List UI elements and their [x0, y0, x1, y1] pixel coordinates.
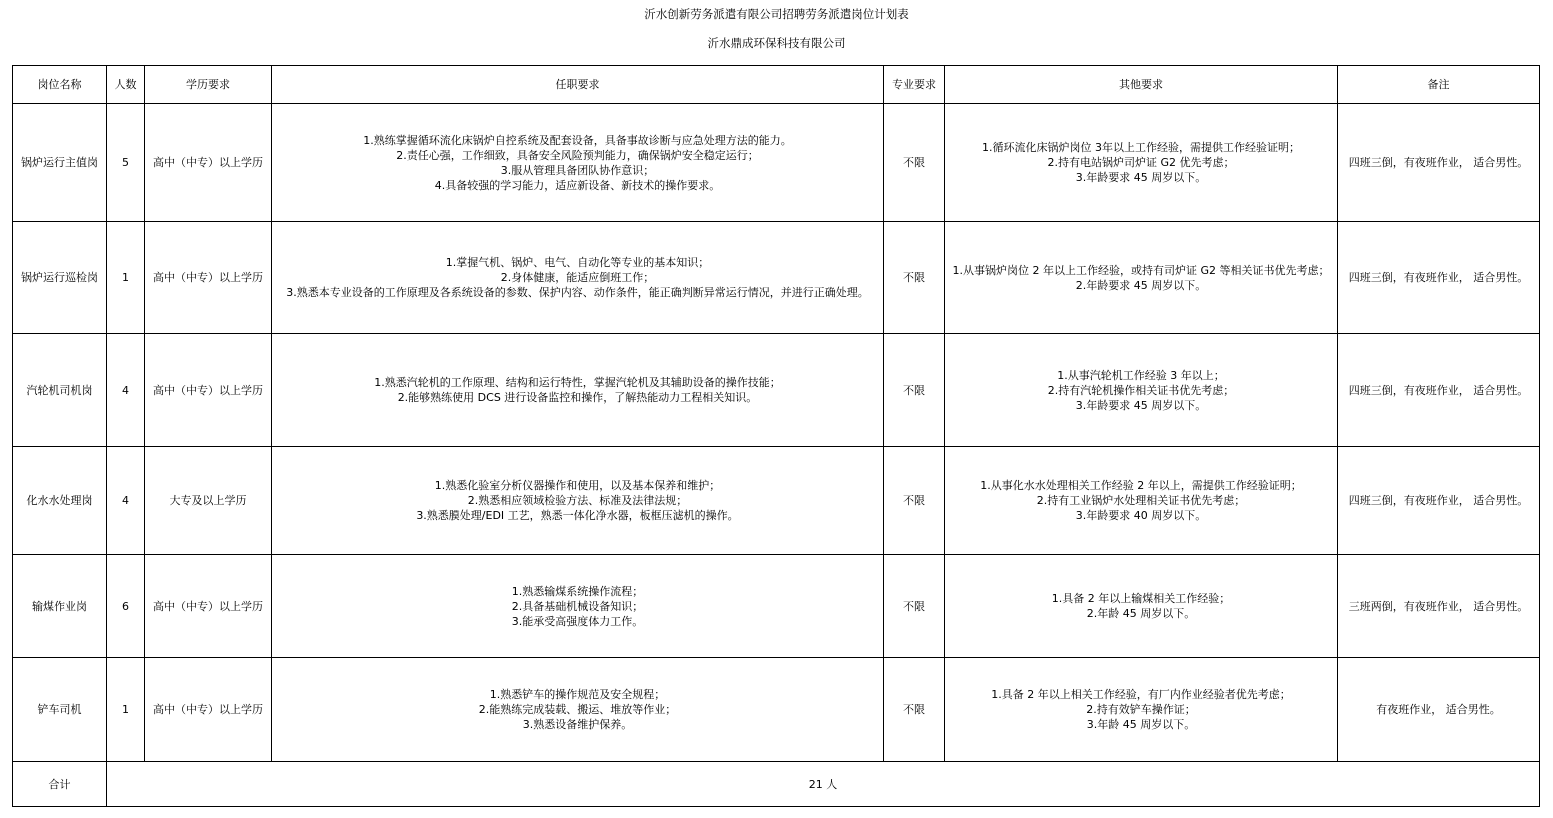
page-title: 沂水创新劳务派遣有限公司招聘劳务派遣岗位计划表 [644, 7, 909, 21]
remark-cell: 三班两倒，有夜班作业， 适合男性。 [1338, 555, 1540, 658]
position-cell: 锅炉运行主值岗 [13, 104, 107, 222]
remark-cell: 四班三倒，有夜班作业， 适合男性。 [1338, 334, 1540, 447]
header-other: 其他要求 [945, 66, 1338, 104]
other-cell [945, 334, 1338, 447]
other-cell [945, 555, 1338, 658]
other-line: 1.具备 2 年以上相关工作经验，有厂内作业经验者优先考虑； [991, 688, 1291, 701]
table-row [13, 104, 1540, 222]
duty-line: 3.能承受高强度体力工作。 [511, 614, 644, 628]
major-cell: 不限 [884, 658, 945, 762]
count-cell: 4 [107, 334, 145, 447]
count-cell: 6 [107, 555, 145, 658]
other-cell [945, 222, 1338, 334]
education-cell: 高中（中专）以上学历 [145, 222, 272, 334]
remark-cell: 四班三倒，有夜班作业， 适合男性。 [1338, 104, 1540, 222]
recruitment-plan-table [12, 65, 1540, 807]
duty-line: 2.责任心强，工作细致，具备安全风险预判能力，确保锅炉安全稳定运行； [396, 148, 759, 162]
table-row [13, 555, 1540, 658]
other-line: 1.从事锅炉岗位 2 年以上工作经验，或持有司炉证 G2 等相关证书优先考虑； [952, 263, 1330, 277]
other-line: 2.持有汽轮机操作相关证书优先考虑； [1047, 383, 1235, 397]
other-line: 2.持有工业锅炉水处理相关证书优先考虑； [1036, 494, 1246, 507]
duty-line: 3.服从管理具备团队协作意识； [500, 163, 655, 177]
major-cell: 不限 [884, 334, 945, 447]
duties-cell [272, 658, 884, 762]
header-duties: 任职要求 [272, 66, 884, 104]
header-position: 岗位名称 [13, 66, 107, 104]
other-line: 1.循环流化床锅炉岗位 3年以上工作经验，需提供工作经验证明； [982, 141, 1300, 154]
other-line: 2.年龄 45 周岁以下。 [1086, 607, 1196, 620]
education-cell: 高中（中专）以上学历 [145, 658, 272, 762]
duty-line: 1.熟悉输煤系统操作流程； [511, 584, 644, 598]
total-label: 合计 [13, 762, 107, 807]
major-cell: 不限 [884, 555, 945, 658]
header-count: 人数 [107, 66, 145, 104]
duty-line: 1.熟练掌握循环流化床锅炉自控系统及配套设备，具备事故诊断与应急处理方法的能力。 [363, 133, 792, 147]
duty-line: 2.能熟练完成装载、搬运、堆放等作业； [478, 703, 677, 716]
other-line: 2.年龄要求 45 周岁以下。 [1075, 278, 1207, 292]
other-line: 3.年龄 45 周岁以下。 [1086, 718, 1196, 731]
duty-line: 3.熟悉膜处理/EDI 工艺，熟悉一体化净水器，板框压滤机的操作。 [416, 509, 739, 522]
header-remark: 备注 [1338, 66, 1540, 104]
count-cell: 4 [107, 447, 145, 555]
other-line: 3.年龄要求 40 周岁以下。 [1075, 509, 1207, 522]
position-cell: 输煤作业岗 [13, 555, 107, 658]
education-cell: 高中（中专）以上学历 [145, 334, 272, 447]
position-cell: 化水水处理岗 [13, 447, 107, 555]
remark-cell: 有夜班作业， 适合男性。 [1338, 658, 1540, 762]
other-cell [945, 658, 1338, 762]
count-cell: 5 [107, 104, 145, 222]
other-cell [945, 104, 1338, 222]
other-line: 2.持有电站锅炉司炉证 G2 优先考虑； [1047, 156, 1235, 169]
count-cell: 1 [107, 658, 145, 762]
education-cell: 高中（中专）以上学历 [145, 555, 272, 658]
duty-line: 2.熟悉相应领域检验方法、标准及法律法规； [467, 494, 688, 507]
position-cell: 锅炉运行巡检岗 [13, 222, 107, 334]
duty-line: 3.熟悉本专业设备的工作原理及各系统设备的参数、保护内容、动作条件，能正确判断异常运行情况，并进行正确处理。 [286, 286, 869, 299]
duties-cell [272, 447, 884, 555]
other-line: 2.持有效铲车操作证； [1086, 703, 1196, 716]
other-line: 1.具备 2 年以上输煤相关工作经验； [1051, 592, 1231, 605]
total-row [13, 762, 1540, 807]
duty-line: 1.掌握气机、锅炉、电气、自动化等专业的基本知识； [445, 256, 710, 269]
duty-line: 3.熟悉设备维护保养。 [522, 718, 633, 731]
major-cell: 不限 [884, 222, 945, 334]
duty-line: 4.具备较强的学习能力，适应新设备、新技术的操作要求。 [434, 178, 721, 192]
duty-line: 1.熟悉铲车的操作规范及安全规程； [489, 688, 666, 701]
duty-line: 2.身体健康，能适应倒班工作； [500, 271, 655, 284]
header-major: 专业要求 [884, 66, 945, 104]
duties-cell [272, 555, 884, 658]
education-cell: 大专及以上学历 [145, 447, 272, 555]
table-row [13, 222, 1540, 334]
duty-line: 2.具备基础机械设备知识； [511, 599, 644, 613]
duty-line: 1.熟悉化验室分析仪器操作和使用，以及基本保养和维护； [434, 479, 721, 492]
other-line: 3.年龄要求 45 周岁以下。 [1075, 398, 1207, 412]
table-row [13, 447, 1540, 555]
major-cell: 不限 [884, 104, 945, 222]
education-cell: 高中（中专）以上学历 [145, 104, 272, 222]
total-value: 21 人 [107, 762, 1540, 807]
other-line: 1.从事汽轮机工作经验 3 年以上； [1057, 368, 1225, 382]
count-cell: 1 [107, 222, 145, 334]
other-cell [945, 447, 1338, 555]
duties-cell [272, 334, 884, 447]
table-row [13, 334, 1540, 447]
table-row [13, 658, 1540, 762]
duty-line: 1.熟悉汽轮机的工作原理、结构和运行特性，掌握汽轮机及其辅助设备的操作技能； [374, 376, 781, 389]
duties-cell [272, 222, 884, 334]
header-education: 学历要求 [145, 66, 272, 104]
remark-cell: 四班三倒，有夜班作业， 适合男性。 [1338, 447, 1540, 555]
duties-cell [272, 104, 884, 222]
remark-cell: 四班三倒，有夜班作业， 适合男性。 [1338, 222, 1540, 334]
other-line: 3.年龄要求 45 周岁以下。 [1075, 171, 1207, 184]
other-line: 1.从事化水水处理相关工作经验 2 年以上，需提供工作经验证明； [980, 479, 1302, 492]
major-cell: 不限 [884, 447, 945, 555]
table-header-row [13, 66, 1540, 104]
position-cell: 铲车司机 [13, 658, 107, 762]
company-name: 沂水鼎成环保科技有限公司 [707, 36, 846, 50]
duty-line: 2.能够熟练使用 DCS 进行设备监控和操作，了解热能动力工程相关知识。 [397, 391, 758, 404]
position-cell: 汽轮机司机岗 [13, 334, 107, 447]
